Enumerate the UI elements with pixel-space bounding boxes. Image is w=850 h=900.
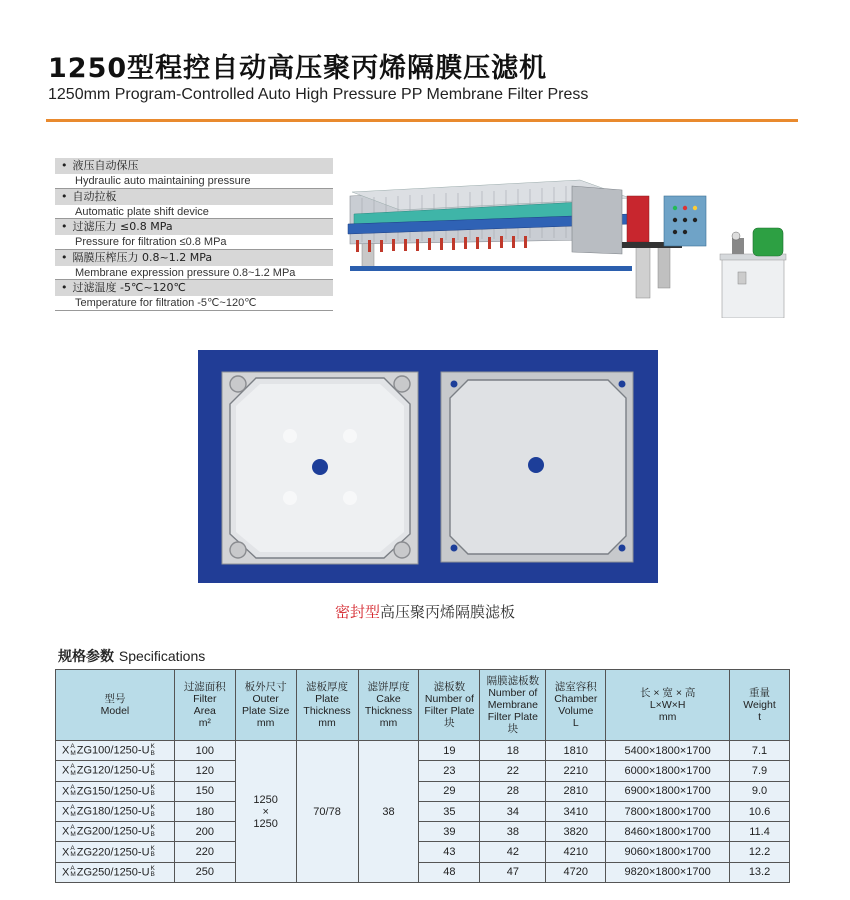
filter-area-cell: 200 (174, 822, 235, 842)
spec-header-line: 滤饼厚度 (367, 681, 410, 693)
spec-header-cell (480, 670, 546, 741)
model-variant-top: A (70, 864, 75, 872)
model-variant-stack (70, 846, 75, 859)
plate-count-cell: 23 (419, 761, 480, 781)
spec-header-line: 重量 (749, 687, 771, 699)
spec-header-line: Weight (743, 699, 776, 711)
plate-count-cell: 39 (419, 822, 480, 842)
spec-header-line: 块 (507, 723, 519, 735)
feature-cn: • 隔膜压榨压力 0.8~1.2 MPa (55, 250, 333, 266)
model-name: ZG100/1250-U (76, 744, 150, 757)
plate-count-cell: 29 (419, 781, 480, 801)
chamber-volume-cell: 1810 (546, 741, 606, 761)
weight-cell: 7.1 (730, 741, 790, 761)
table-row (56, 862, 790, 882)
model-variant-top: K (150, 743, 155, 751)
plate-thickness-cell: 70/78 (296, 741, 358, 883)
spec-header-line: mm (256, 717, 275, 729)
spec-header-line: Filter Plate (487, 711, 538, 723)
spec-header-line: 滤室容积 (554, 681, 597, 693)
feature-en: Automatic plate shift device (55, 205, 333, 220)
spec-header-line: Membrane (487, 699, 538, 711)
spec-header-line: Model (100, 705, 130, 717)
page-subtitle: 1250mm Program-Controlled Auto High Pressure PP Membrane Filter Press (48, 86, 589, 103)
filter-area-cell: 120 (174, 761, 235, 781)
model-variant-bottom: B (150, 810, 155, 818)
model-name: ZG220/1250-U (76, 846, 150, 859)
model-cell (56, 801, 175, 821)
spec-header-line: Thickness (364, 705, 413, 717)
dimensions-cell: 9820×1800×1700 (606, 862, 730, 882)
spec-header-line: mm (658, 711, 677, 723)
dimensions-cell: 6900×1800×1700 (606, 781, 730, 801)
model-cell (56, 741, 175, 761)
spec-header-line: Outer (252, 693, 279, 705)
spec-header-line: mm (318, 717, 336, 729)
filter-press-illustration (340, 168, 800, 318)
weight-cell: 7.9 (730, 761, 790, 781)
spec-header-line: 过滤面积 (183, 681, 226, 693)
page-title: 1250型程控自动高压聚丙烯隔膜压滤机 (48, 53, 548, 84)
spec-header-line: 滤板数 (433, 681, 466, 693)
spec-header-line: Number of (488, 687, 538, 699)
spec-header-cell (296, 670, 358, 741)
plate-size-times: × (262, 805, 269, 818)
model-variant-bottom: M (70, 871, 76, 879)
model-variant-top: A (70, 844, 75, 852)
spec-header-line: Volume (558, 705, 594, 717)
spec-header-line: Filter (193, 693, 217, 705)
spec-header-line: Filter Plate (424, 705, 475, 717)
plate-size-cell (235, 741, 296, 883)
dimensions-cell: 5400×1800×1700 (606, 741, 730, 761)
model-variant-top: K (150, 763, 155, 771)
model-variant-top: K (150, 804, 155, 812)
model-prefix: X (62, 764, 70, 777)
model-variant-bottom: B (150, 769, 155, 777)
feature-en: Membrane expression pressure 0.8~1.2 MPa (55, 266, 333, 281)
title-divider (46, 119, 798, 122)
model-prefix: X (62, 805, 70, 818)
plate-count-cell: 19 (419, 741, 480, 761)
feature-en: Pressure for filtration ≤0.8 MPa (55, 235, 333, 250)
feature-cn: • 自动拉板 (55, 189, 333, 205)
feature-item (55, 250, 333, 281)
dimensions-cell: 7800×1800×1700 (606, 801, 730, 821)
model-variant-stack (70, 744, 75, 757)
model-variant-stack (151, 825, 155, 838)
model-cell (56, 822, 175, 842)
chamber-volume-cell: 2810 (546, 781, 606, 801)
spec-title-cn: 规格参数 (58, 649, 114, 665)
model-variant-stack (70, 825, 75, 838)
model-cell (56, 761, 175, 781)
model-variant-bottom: M (70, 749, 76, 757)
model-variant-top: A (70, 824, 75, 832)
weight-cell: 12.2 (730, 842, 790, 862)
chamber-volume-cell: 4210 (546, 842, 606, 862)
model-variant-bottom: M (70, 851, 76, 859)
table-row (56, 761, 790, 781)
model-cell (56, 842, 175, 862)
spec-header-line: 隔膜滤板数 (486, 675, 540, 687)
membrane-count-cell: 42 (480, 842, 546, 862)
spec-header-line: 滤板厚度 (306, 681, 349, 693)
weight-cell: 9.0 (730, 781, 790, 801)
plate-size-top: 1250 (253, 793, 278, 806)
spec-header-line: t (758, 711, 761, 723)
dimensions-cell: 6000×1800×1700 (606, 761, 730, 781)
table-row (56, 781, 790, 801)
model-prefix: X (62, 785, 70, 798)
model-variant-stack (151, 785, 155, 798)
spec-header-line: m² (198, 717, 211, 729)
caption-text: 高压聚丙烯隔膜滤板 (380, 603, 516, 621)
model-variant-bottom: M (70, 790, 76, 798)
model-name: ZG150/1250-U (76, 785, 150, 798)
spec-section-title (58, 646, 205, 666)
model-cell (56, 781, 175, 801)
filter-area-cell: 100 (174, 741, 235, 761)
model-variant-bottom: B (150, 830, 155, 838)
filter-area-cell: 150 (174, 781, 235, 801)
feature-cn: • 液压自动保压 (55, 158, 333, 174)
feature-en: Temperature for filtration -5℃~120℃ (55, 296, 333, 311)
model-variant-bottom: B (150, 871, 155, 879)
spec-title-en: Specifications (118, 648, 206, 664)
table-row (56, 741, 790, 761)
spec-header-line: 板外尺寸 (244, 681, 287, 693)
membrane-count-cell: 18 (480, 741, 546, 761)
model-variant-bottom: B (150, 749, 155, 757)
plate-count-cell: 43 (419, 842, 480, 862)
model-name: ZG200/1250-U (76, 825, 150, 838)
model-variant-top: A (70, 804, 75, 812)
spec-header-cell (358, 670, 419, 741)
spec-header-line: 长 × 宽 × 高 (639, 687, 696, 699)
spec-header-line: Thickness (303, 705, 351, 717)
model-variant-top: A (70, 783, 75, 791)
feature-item (55, 219, 333, 250)
spec-header-cell (419, 670, 480, 741)
spec-header-cell (56, 670, 175, 741)
model-name: ZG250/1250-U (76, 866, 150, 879)
membrane-count-cell: 47 (480, 862, 546, 882)
model-name: ZG180/1250-U (76, 805, 150, 818)
spec-header-cell (606, 670, 730, 741)
model-variant-top: K (150, 844, 155, 852)
feature-en: Hydraulic auto maintaining pressure (55, 174, 333, 189)
model-variant-stack (151, 744, 155, 757)
filter-area-cell: 180 (174, 801, 235, 821)
membrane-count-cell: 28 (480, 781, 546, 801)
membrane-count-cell: 38 (480, 822, 546, 842)
feature-cn: • 过滤温度 -5℃~120℃ (55, 280, 333, 296)
spec-header-cell (235, 670, 296, 741)
spec-header-line: Plate Size (242, 705, 290, 717)
model-variant-stack (151, 846, 155, 859)
model-variant-stack (151, 805, 155, 818)
table-row (56, 801, 790, 821)
feature-item (55, 280, 333, 311)
dimensions-cell: 9060×1800×1700 (606, 842, 730, 862)
plate-count-cell: 35 (419, 801, 480, 821)
spec-header-cell (174, 670, 235, 741)
chamber-volume-cell: 2210 (546, 761, 606, 781)
feature-list (55, 158, 333, 311)
model-variant-stack (151, 866, 155, 879)
model-variant-top: A (70, 763, 75, 771)
membrane-count-cell: 22 (480, 761, 546, 781)
table-row (56, 842, 790, 862)
model-variant-stack (151, 764, 155, 777)
filter-area-cell: 220 (174, 842, 235, 862)
feature-cn: • 过滤压力 ≤0.8 MPa (55, 219, 333, 235)
model-cell (56, 862, 175, 882)
spec-header-line: Plate (315, 693, 340, 705)
spec-header-cell (730, 670, 790, 741)
model-prefix: X (62, 825, 70, 838)
chamber-volume-cell: 3410 (546, 801, 606, 821)
spec-header-line: Chamber (554, 693, 598, 705)
model-variant-stack (70, 805, 75, 818)
spec-header-line: 块 (444, 717, 455, 729)
model-prefix: X (62, 866, 70, 879)
model-variant-stack (70, 764, 75, 777)
weight-cell: 13.2 (730, 862, 790, 882)
chamber-volume-cell: 3820 (546, 822, 606, 842)
membrane-count-cell: 34 (480, 801, 546, 821)
model-variant-top: K (150, 783, 155, 791)
model-variant-stack (70, 866, 75, 879)
model-prefix: X (62, 744, 70, 757)
spec-header-line: Number of (424, 693, 474, 705)
spec-header-cell (546, 670, 606, 741)
model-variant-bottom: M (70, 769, 76, 777)
spec-header-line: 型号 (104, 693, 126, 705)
model-variant-bottom: M (70, 810, 76, 818)
chamber-volume-cell: 4720 (546, 862, 606, 882)
feature-item (55, 158, 333, 189)
caption-highlight: 密封型 (334, 603, 380, 621)
model-variant-bottom: B (150, 851, 155, 859)
feature-item (55, 189, 333, 220)
model-variant-top: A (70, 743, 75, 751)
model-variant-top: K (150, 824, 155, 832)
dimensions-cell: 8460×1800×1700 (606, 822, 730, 842)
plate-size-bottom: 1250 (253, 817, 278, 830)
cake-thickness-cell: 38 (358, 741, 419, 883)
model-prefix: X (62, 846, 70, 859)
weight-cell: 10.6 (730, 801, 790, 821)
model-variant-stack (70, 785, 75, 798)
spec-header-line: Area (193, 705, 216, 717)
spec-header-line: mm (379, 717, 398, 729)
model-variant-top: K (150, 864, 155, 872)
weight-cell: 11.4 (730, 822, 790, 842)
spec-table (55, 669, 790, 883)
spec-header-line: L (572, 717, 579, 729)
filter-area-cell: 250 (174, 862, 235, 882)
spec-header-row (56, 670, 790, 741)
model-name: ZG120/1250-U (76, 764, 150, 777)
spec-header-line: Cake (376, 693, 401, 705)
plate-count-cell: 48 (419, 862, 480, 882)
spec-header-line: L×W×H (649, 699, 686, 711)
filter-plates-photo (198, 350, 658, 583)
model-variant-bottom: B (150, 790, 155, 798)
plates-caption (0, 601, 850, 622)
table-row (56, 822, 790, 842)
model-variant-bottom: M (70, 830, 76, 838)
